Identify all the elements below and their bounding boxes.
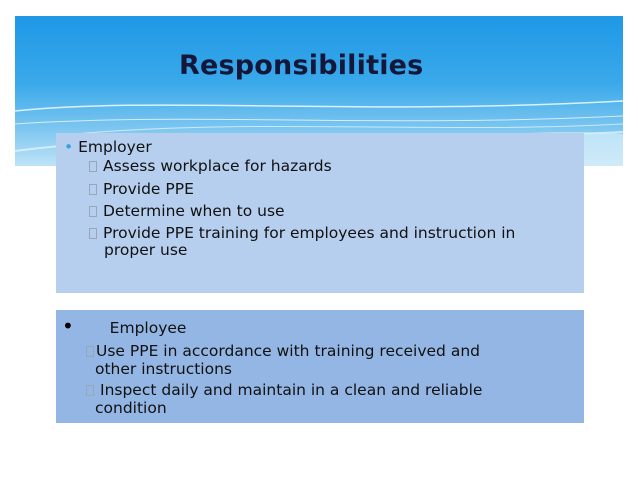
employee-item: Use PPE in accordance with training received and: [86, 342, 480, 360]
employee-item-continuation: other instructions: [95, 360, 232, 378]
employer-heading: Employer: [78, 138, 152, 156]
slide-title: Responsibilities: [179, 50, 424, 81]
checkbox-glyph-icon: [89, 228, 97, 239]
bullet-dot-icon: •: [62, 314, 74, 338]
employer-item: Provide PPE: [89, 180, 194, 198]
employer-item: Determine when to use: [89, 202, 285, 220]
checkbox-glyph-icon: [89, 161, 97, 172]
bullet-dot-icon: •: [64, 138, 74, 156]
employee-item-continuation: condition: [95, 399, 167, 417]
checkbox-glyph-icon: [86, 346, 94, 357]
checkbox-glyph-icon: [89, 206, 97, 217]
checkbox-glyph-icon: [89, 184, 97, 195]
employer-item: Provide PPE training for employees and instruction in: [89, 224, 515, 242]
employee-item: Inspect daily and maintain in a clean and reliable: [86, 381, 482, 399]
employer-heading-line: [64, 138, 152, 156]
employer-item: Assess workplace for hazards: [89, 157, 332, 175]
employee-heading-line: [62, 314, 187, 338]
checkbox-glyph-icon: [86, 385, 94, 396]
employee-heading: Employee: [109, 319, 187, 337]
employer-item-continuation: proper use: [104, 241, 188, 259]
